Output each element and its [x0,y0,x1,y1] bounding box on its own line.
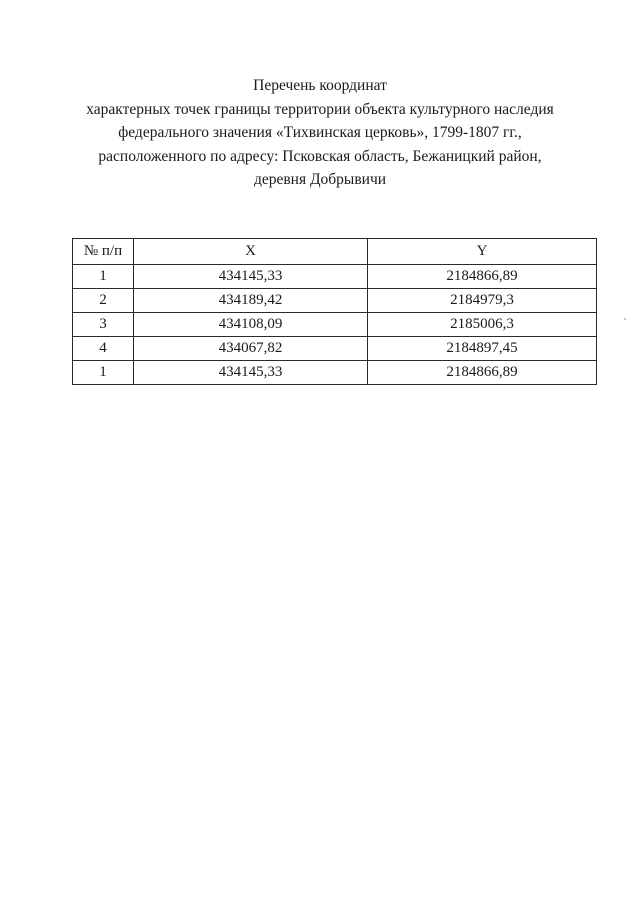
cell-x: 434067,82 [134,337,368,361]
document-title [0,74,640,192]
cell-x: 434145,33 [134,361,368,385]
table-header-row [73,239,597,265]
cell-y: 2184897,45 [368,337,597,361]
title-line: расположенного по адресу: Псковская область, Бежаницкий район, [98,147,542,165]
cell-number: 1 [73,361,134,385]
cell-number: 2 [73,289,134,313]
cell-y: 2184866,89 [368,265,597,289]
table-row [73,337,597,361]
table-row [73,289,597,313]
cell-x: 434189,42 [134,289,368,313]
header-x: X [134,239,368,265]
title-line: Перечень координат [253,77,387,94]
title-line: деревня Добрывичи [253,171,387,188]
cell-x: 434145,33 [134,265,368,289]
coordinates-table [72,238,597,385]
title-line: федерального значения «Тихвинская церковь», 1799-1807 гг., [118,124,522,141]
scan-artifact [624,318,626,320]
header-y: Y [368,239,597,265]
cell-y: 2185006,3 [368,313,597,337]
table-row [73,361,597,385]
table-row [73,313,597,337]
table-row [73,265,597,289]
cell-x: 434108,09 [134,313,368,337]
title-line: характерных точек границы территории объекта культурного наследия [86,100,554,118]
header-number: № п/п [73,239,134,265]
cell-number: 4 [73,337,134,361]
cell-number: 1 [73,265,134,289]
cell-number: 3 [73,313,134,337]
cell-y: 2184866,89 [368,361,597,385]
cell-y: 2184979,3 [368,289,597,313]
